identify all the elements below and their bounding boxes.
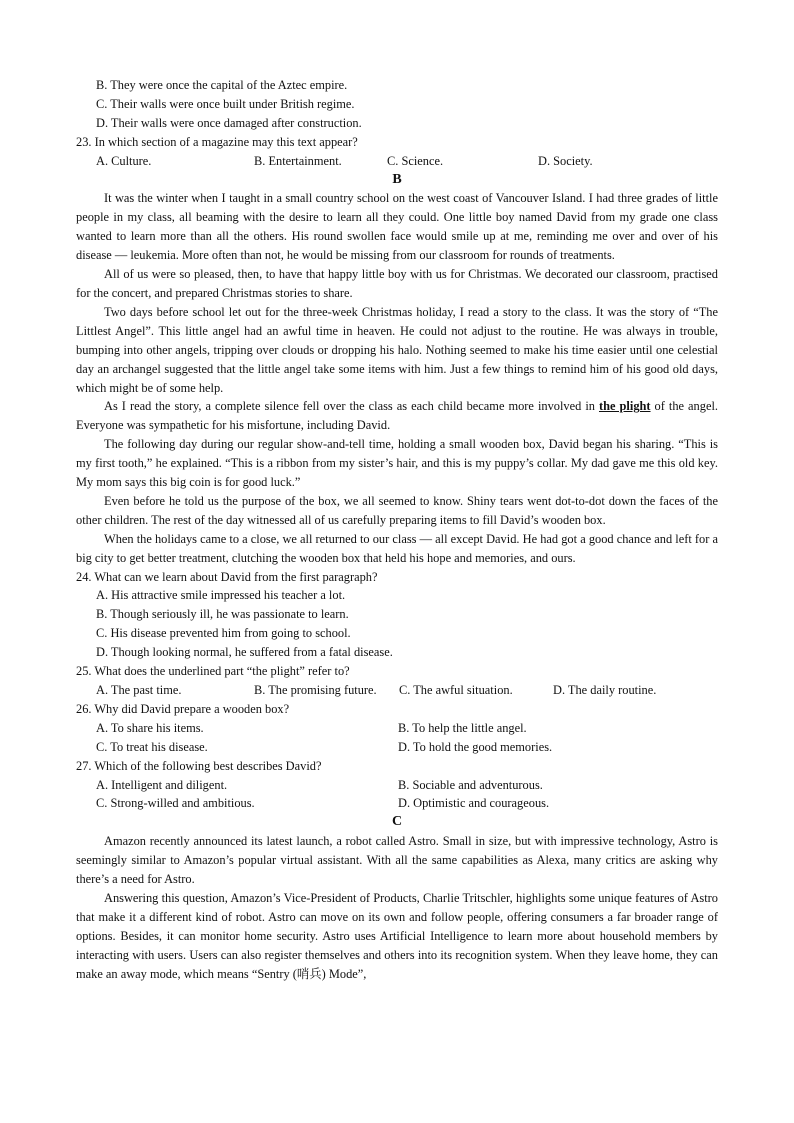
q25-question: 25. What does the underlined part “the plight” refer to? [76,664,350,679]
paragraph-4-text-after: of the angel. Everyone was sympathetic for his misfortune, including David. [76,399,718,433]
q27-options-row-1 [76,776,718,795]
q25-option-a: A. The past time. [96,683,182,697]
q23-option-d: D. Society. [538,153,593,168]
q26-option-b: B. To help the little angel. [398,720,527,735]
q25-option-b: B. The promising future. [254,683,377,697]
q22-option-c: C. Their walls were once built under British regime. [96,96,355,111]
q25-options [76,681,718,700]
q24-option-a: A. His attractive smile impressed his teacher a lot. [96,588,346,603]
section-b-heading: B [392,171,402,187]
exam-page [76,76,718,984]
section-b-paragraph-6: Even before he told us the purpose of the box, we all seemed to know. Shiny tears went dot-to-dot down the faces of the other children. The rest of the day witnessed all of us carefully preparing items to fill David’s wooden box. [76,493,718,527]
q26-options-row-2 [76,738,718,757]
section-c-paragraph-1: Amazon recently announced its latest launch, a robot called Astro. Small in size, but with impressive technology, Astro is seemingly similar to Amazon’s popular virtual assistant. With all the same capabilities as Alexa, many critics are asking why there’s a need for Astro. [76,834,718,887]
section-b-paragraph-4 [76,397,718,435]
section-b-paragraph-2: All of us were so pleased, then, to have that happy little boy with us for Christmas. We decorated our classroom, practised for the concert, and prepared Christmas stories to share. [76,267,718,300]
q22-option-b: B. They were once the capital of the Aztec empire. [96,78,348,92]
q23-option-b: B. Entertainment. [254,153,342,168]
q26-option-c: C. To treat his disease. [96,739,208,754]
underlined-the-plight: the plight [599,399,651,414]
q27-option-b: B. Sociable and adventurous. [398,777,543,792]
q22-option-d: D. Their walls were once damaged after construction. [96,115,362,130]
q24-option-c: C. His disease prevented him from going to school. [96,626,351,641]
q23-option-a: A. Culture. [96,153,152,168]
q23-question: 23. In which section of a magazine may this text appear? [76,134,358,149]
section-b-paragraph-7: When the holidays came to a close, we all returned to our class — all except David. He had got a good chance and left for a big city to get better treatment, clutching the wooden box that held his hope and memories, and ours. [76,531,718,565]
q23-options [76,152,718,171]
q24-question: 24. What can we learn about David from the first paragraph? [76,569,378,584]
q26-question: 26. Why did David prepare a wooden box? [76,701,290,716]
section-b-paragraph-1: It was the winter when I taught in a small country school on the west coast of Vancouver Island. I had three grades of little people in my class, all beaming with the desire to learn all they could. One little boy named David from my grade one class wanted to learn more than all the others. His round swollen face would smile up at me, reminding me over and over of his disease — leukemia. More often than not, he would be missing from our classroom for rounds of treatments. [76,191,718,263]
section-b-paragraph-5: The following day during our regular show-and-tell time, holding a small wooden box, David began his sharing. “This is my first tooth,” he explained. “This is a ribbon from my sister’s hair, and this is my puppy’s collar. My dad gave me this old key. My mom says this big coin is for good luck.” [76,437,718,490]
q24-option-d: D. Though looking normal, he suffered from a fatal disease. [96,645,393,660]
section-c-heading: C [391,814,403,830]
q24-option-b: B. Though seriously ill, he was passionate to learn. [96,607,349,622]
q27-question: 27. Which of the following best describes David? [76,758,322,773]
section-b-paragraph-3: Two days before school let out for the three-week Christmas holiday, I read a story to the class. It was the story of “The Littlest Angel”. This little angel had an awful time in heaven. He could not adjust to the routine. He was always in trouble, bumping into other angels, tripping over clouds or dropping his halo. Nothing seemed to make his time easier until one celestial day an archangel suggested that the little angel take some items with him. Just a few things to remind him of his good old days, which might be of some help. [76,304,718,395]
q27-option-a: A. Intelligent and diligent. [96,777,228,792]
q27-options-row-2 [76,794,718,813]
q27-option-d: D. Optimistic and courageous. [398,796,550,811]
section-c-paragraph-2: Answering this question, Amazon’s Vice-President of Products, Charlie Tritschler, highlights some unique features of Astro that make it a different kind of robot. Astro can move on its own and follow people, offering consumers a far broader range of options. Besides, it can monitor home security. Astro uses Artificial Intelligence to learn more about household members by interacting with users. Users can also register themselves and others into its recognition system. When they leave home, they can make an away mode, which means “Sentry (哨兵) Mode”, [76,890,718,981]
q23-option-c: C. Science. [387,153,444,168]
paragraph-4-text-before: As I read the story, a complete silence fell over the class as each child became more involved in [104,399,599,414]
q26-option-a: A. To share his items. [96,720,204,735]
q25-option-d: D. The daily routine. [553,683,657,697]
q26-option-d: D. To hold the good memories. [398,739,553,754]
q25-option-c: C. The awful situation. [399,683,513,697]
q27-option-c: C. Strong-willed and ambitious. [96,796,255,811]
q26-options-row-1 [76,719,718,738]
